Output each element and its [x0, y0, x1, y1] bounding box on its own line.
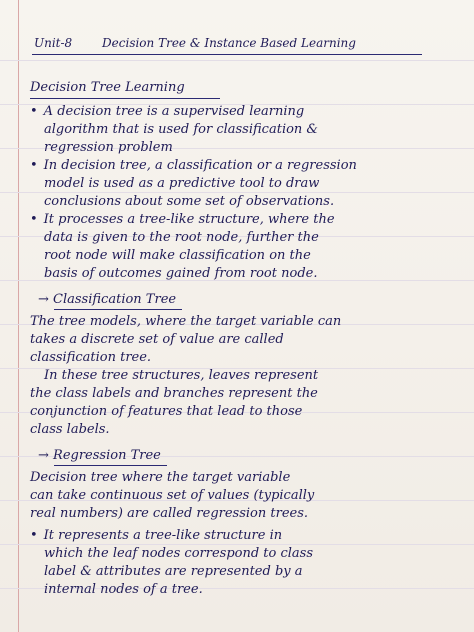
- ruled-line: [0, 544, 474, 545]
- title-underline: [54, 465, 167, 466]
- paragraph-line: • In decision tree, a classification or a regression: [30, 158, 357, 173]
- paragraph-line: internal nodes of a tree.: [44, 582, 203, 597]
- paragraph-line: In these tree structures, leaves represent: [44, 368, 319, 383]
- chapter-title: Decision Tree & Instance Based Learning: [102, 36, 356, 50]
- paragraph-line: conjunction of features that lead to those: [30, 404, 303, 419]
- paragraph-line: The tree models, where the target variable can: [30, 314, 342, 329]
- paragraph-line: which the leaf nodes correspond to class: [44, 546, 314, 561]
- paragraph-line: label & attributes are represented by a: [44, 564, 303, 579]
- paragraph-line: regression problem: [44, 140, 173, 155]
- paragraph-line: can take continuous set of values (typically: [30, 488, 315, 503]
- ruled-line: [0, 60, 474, 61]
- paragraph-line: root node will make classification on the: [44, 248, 311, 263]
- unit-label: Unit-8: [34, 36, 73, 50]
- ruled-line: [0, 192, 474, 193]
- paragraph-line: basis of outcomes gained from root node.: [44, 266, 318, 281]
- paragraph-line: real numbers) are called regression trees.: [30, 506, 309, 521]
- page-header: [34, 36, 356, 50]
- paragraph-line: conclusions about some set of observations.: [44, 194, 335, 209]
- arrow-icon: →: [38, 448, 54, 463]
- paragraph-line: takes a discrete set of value are called: [30, 332, 284, 347]
- header-underline: [32, 54, 422, 55]
- paragraph-line: model is used as a predictive tool to draw: [44, 176, 320, 191]
- margin-line: [18, 0, 19, 632]
- paragraph-line: classification tree.: [30, 350, 152, 365]
- paragraph-line: • A decision tree is a supervised learning: [30, 104, 304, 119]
- paragraph-line: the class labels and branches represent the: [30, 386, 318, 401]
- paragraph-line: • It processes a tree-like structure, where the: [30, 212, 335, 227]
- paragraph-line: algorithm that is used for classification &: [44, 122, 319, 137]
- section-title-underline: [30, 98, 220, 99]
- section-title-classification-tree: [38, 292, 176, 307]
- paragraph-line: data is given to the root node, further the: [44, 230, 319, 245]
- section-title-regression-tree: [38, 448, 161, 463]
- paragraph-line: • It represents a tree-like structure in: [30, 528, 282, 543]
- section-title-decision-tree-learning: Decision Tree Learning: [30, 80, 185, 95]
- title-underline: [54, 309, 182, 310]
- paragraph-line: class labels.: [30, 422, 110, 437]
- section-title-text: Regression Tree: [53, 448, 161, 463]
- arrow-icon: →: [38, 292, 54, 307]
- paragraph-line: Decision tree where the target variable: [30, 470, 291, 485]
- section-title-text: Classification Tree: [53, 292, 177, 307]
